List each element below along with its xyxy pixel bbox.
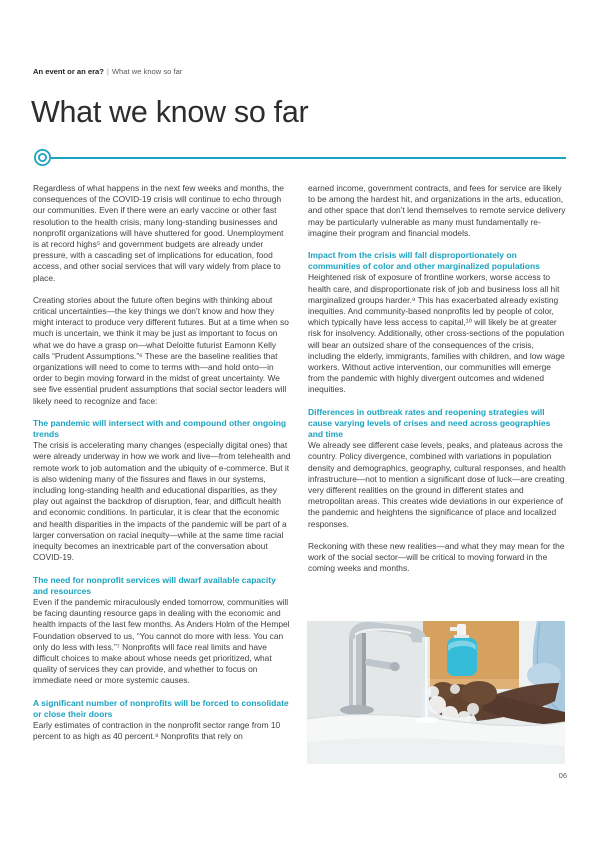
subheading: A significant number of nonprofits will be forced to consolidate or close their doors [33,697,289,719]
running-header-section: An event or an era? [33,67,104,76]
paragraph: The crisis is accelerating many changes (especially digital ones) that were already underway in how we work and live—from telehealth and remote work to job automation and the ubiquity of e-commerce. But it is also widening many of the fissures and flaws in our systems, including long-standing health and educational disparities, as they play out against the backdrop of disruption, fear, and difficult health and economic conditions. In particular, it is clear that the economic and health disparities in the impacts of the pandemic will be part of a larger conversation on racial inequity—while at the same time racial inequity becomes an inextricable part of the conversation about COVID-19. [33,440,291,563]
bullseye-icon [33,148,52,167]
title-divider [33,148,566,167]
subheading: The need for nonprofit services will dwarf available capacity and resources [33,574,276,596]
page-title: What we know so far [31,95,309,129]
subheading: The pandemic will intersect with and compound other ongoing trends [33,417,287,440]
page-number: 06 [558,771,567,780]
paragraph: earned income, government contracts, and fees for service are likely to be among the hardest hit, and organizations in the arts, education, and other space that don’t lend themselves to remote service delivery may be particularly vulnerable as many must fundamentally re-imagine their program and financial models. [308,183,566,238]
paragraph: Heightened risk of exposure of frontline workers, worse access to health care, and disproportionate risk of job and business loss all hit marginalized groups harder.⁹ This has exacerbated already existing inequities. And community-based nonprofits led by people of color, which typically have less access to capital,¹⁰ will likely be at greater risk for insolvency. Additionally, other cross-sections of the population will bear an outsized share of the consequences of the crisis, including the elderly, immigrants, families with children, and low wage workers. Without active intervention, our communities will emerge from the pandemic with highly divergent outcomes and widened inequities. [308,272,565,395]
divider-line [51,157,566,159]
paragraph: Reckoning with these new realities—and what they may mean for the work of the social sector—will be critical to moving forward in the coming weeks and months. [308,540,565,574]
running-header [33,67,182,77]
handwashing-photo-illustration [307,621,565,764]
paragraph: Regardless of what happens in the next few weeks and months, the consequences of the COVID-19 crisis will continue to echo through our communities. Even if there were an early vaccine or other fast resolution to the health crisis, many long-standing businesses and nonprofit organizations will have shuttered for good. Unemployment is at record highs⁵ and government budgets are already under pressure, with a cascading set of implications for education, food access, and other social services that will vary widely from place to place. [33,183,284,283]
running-header-subtitle: What we know so far [111,67,183,76]
running-header-separator: | [106,67,109,76]
paragraph: Even if the pandemic miraculously ended tomorrow, communities will be facing daunting resource gaps in dealing with the economic and health impacts of the last few months. As Anders Holm of the Hempel Foundation observed to us, “You cannot do more with less. You can only do less with less.”⁷ Nonprofits will face real limits and have difficult choices to make about whose needs get prioritized, what quality of services they can provide, and whether to focus on immediate need or more systemic causes. [33,596,290,686]
subheading: Impact from the crisis will fall disproportionately on communities of color and other marginalized populations [308,250,540,272]
handwashing-photo [307,621,565,764]
paragraph: Early estimates of contraction in the nonprofit sector range from 10 percent to as high as 40 percent.⁸ Nonprofits that rely on [33,719,281,742]
subheading: Differences in outbreak rates and reopening strategies will cause varying levels of crises and need across geographies and time [308,406,551,440]
paragraph: We already see different case levels, peaks, and plateaus across the country. Policy divergence, combined with variations in population density and demographics, geography, cultural responses, and health infrastructure—not to mention a significant dose of luck—are creating very different realities on the ground in different states and metropolitan areas. This creates wide deviations in our experience of the pandemic and heightens the significance of place and localized responses. [308,440,566,529]
left-column [33,183,291,753]
paragraph: Creating stories about the future often begins with thinking about critical uncertainties—the key things we don’t know and how they might interact to produce very different futures. But at a time when so much is uncertain, we think it may be just as important to focus on what we do have a grasp on—what Deloitte futurist Eamonn Kelly calls “Prudent Assumptions.”⁶ These are the baseline realities that organizations will need to come to terms with—and hold onto—in order to begin moving forward in the midst of great uncertainty. We see five essential prudent assumptions that social sector leaders will likely need to recognize and face: [33,294,289,406]
